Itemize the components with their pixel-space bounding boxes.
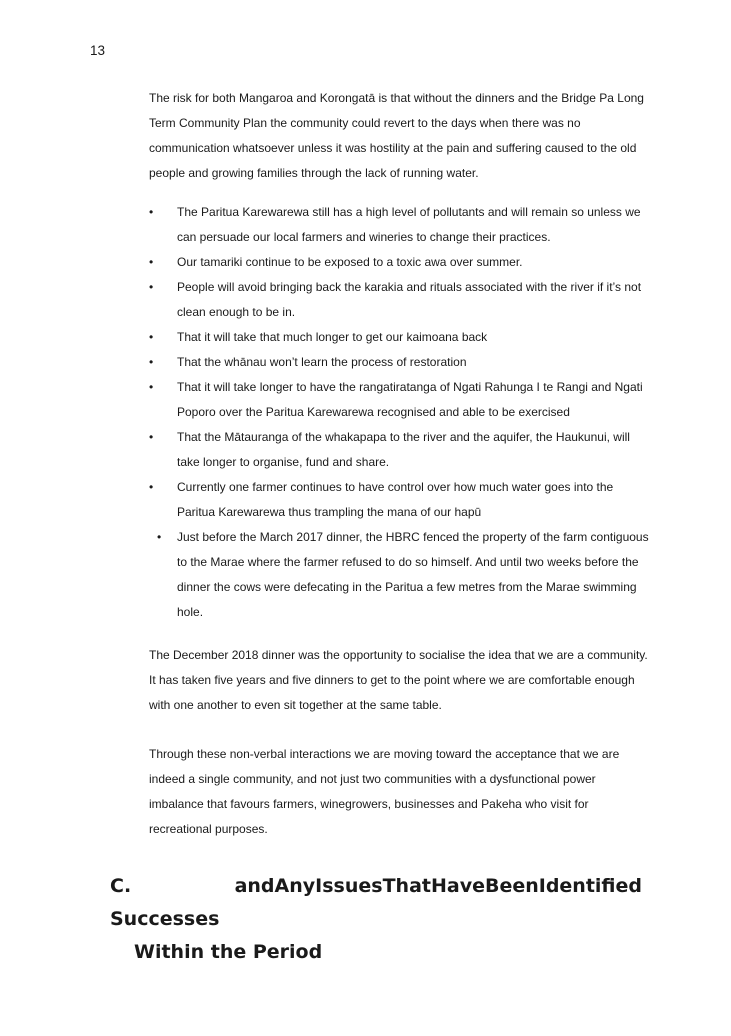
- list-item: [149, 375, 649, 425]
- list-item: [149, 250, 649, 275]
- list-item-text: The Paritua Karewarewa still has a high level of pollutants and will remain so unless we can persuade our local farmers and wineries to change their practices.: [177, 205, 641, 244]
- paragraph-risk: The risk for both Mangaroa and Korongatā is that without the dinners and the Bridge Pa Long Term Community Plan the community could revert to the days when there was no communication whatsoever unless it was hostility at the pain and suffering caused to the old people and growing families through the lack of running water.: [149, 91, 644, 180]
- paragraph-non-verbal: Through these non-verbal interactions we are moving toward the acceptance that we are indeed a single community, and not just two communities with a dysfunctional power imbalance that favours farmers, winegrowers, businesses and Pakeha who visit for recreational purposes.: [149, 747, 620, 836]
- section-heading: [110, 870, 642, 969]
- bullet-icon: •: [149, 380, 154, 394]
- list-item: [149, 525, 649, 625]
- section-heading-line-1: [110, 870, 642, 936]
- bullet-icon: •: [149, 255, 154, 269]
- section-heading-line-2: Within the Period: [134, 941, 323, 963]
- heading-word: Been: [484, 875, 539, 897]
- list-item-text: Our tamariki continue to be exposed to a toxic awa over summer.: [177, 255, 523, 269]
- bullet-icon: •: [157, 530, 162, 544]
- list-item-text: That the whānau won’t learn the process of restoration: [177, 355, 467, 369]
- list-item: [149, 350, 649, 375]
- heading-word: Any: [274, 875, 316, 897]
- bullet-icon: •: [149, 280, 154, 294]
- list-item-text: That the Mātauranga of the whakapapa to the river and the aquifer, the Haukunui, will take longer to organise, fund and share.: [177, 430, 630, 469]
- heading-word: Identified: [538, 875, 642, 897]
- heading-word: C. Successes: [110, 875, 220, 930]
- page-number: 13: [90, 43, 106, 58]
- list-item: [149, 275, 649, 325]
- bullet-icon: •: [149, 430, 154, 444]
- bullet-icon: •: [149, 205, 154, 219]
- list-item: [149, 425, 649, 475]
- paragraph-december-dinner: The December 2018 dinner was the opportunity to socialise the idea that we are a community. It has taken five years and five dinners to get to the point where we are comfortable enough with one another to even sit together at the same table.: [149, 648, 648, 712]
- heading-word: Have: [430, 875, 485, 897]
- list-item: [149, 325, 649, 350]
- heading-word: That: [382, 875, 431, 897]
- heading-word: Issues: [315, 875, 383, 897]
- bullet-icon: •: [149, 355, 154, 369]
- list-item-text: Currently one farmer continues to have control over how much water goes into the Paritua Karewarewa thus trampling the mana of our hapū: [177, 480, 614, 519]
- heading-word: and: [234, 875, 275, 897]
- list-item-text: That it will take longer to have the rangatiratanga of Ngati Rahunga I te Rangi and Ngati Poporo over the Paritua Karewarewa recognised and able to be exercised: [177, 380, 643, 419]
- bullet-icon: •: [149, 480, 154, 494]
- list-item-text: That it will take that much longer to get our kaimoana back: [177, 330, 488, 344]
- list-item-text: People will avoid bringing back the karakia and rituals associated with the river if it’s not clean enough to be in.: [177, 280, 642, 319]
- list-item: [149, 200, 649, 250]
- list-item-text: Just before the March 2017 dinner, the HBRC fenced the property of the farm contiguous to the Marae where the farmer refused to do so himself. And until two weeks before the dinner the cows were defecating in the Paritua a few metres from the Marae swimming hole.: [177, 530, 649, 619]
- risk-bullet-list: [149, 200, 649, 625]
- bullet-icon: •: [149, 330, 154, 344]
- list-item: [149, 475, 649, 525]
